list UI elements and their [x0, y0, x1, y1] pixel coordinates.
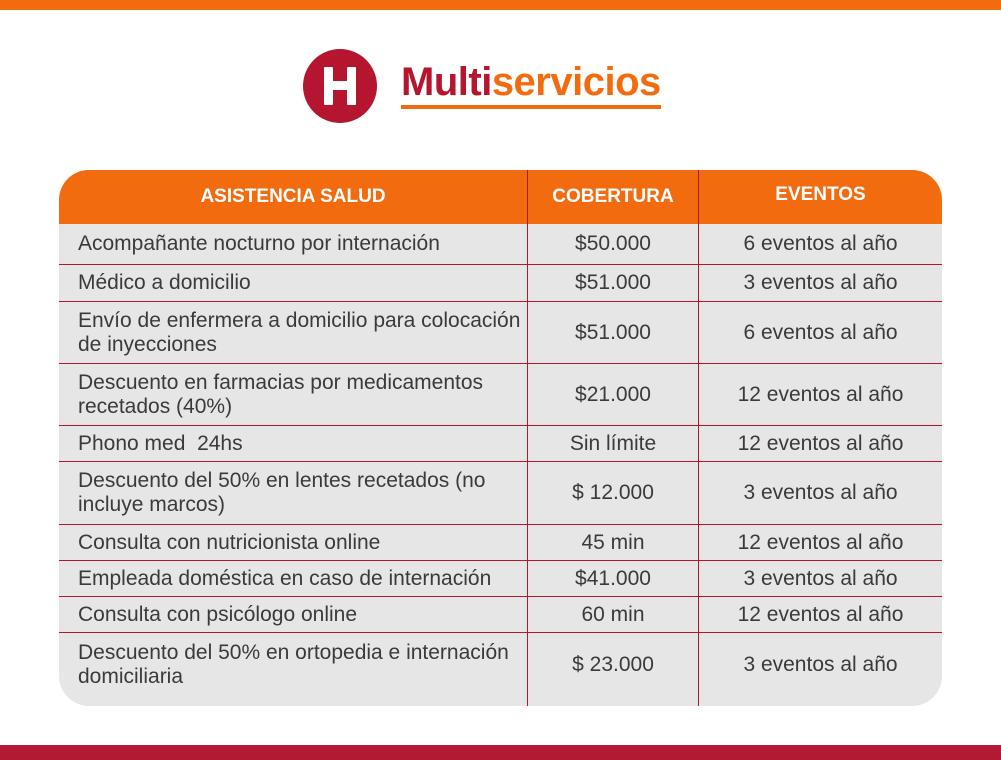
coverage-cell: $51.000 — [575, 320, 651, 344]
coverage-cell: $ 12.000 — [572, 481, 654, 504]
hospital-h-icon — [303, 49, 377, 123]
coverage-cell: 60 min — [581, 602, 645, 626]
bottom-accent-bar — [0, 745, 1001, 760]
column-divider — [527, 170, 528, 706]
coverage-cell: $50.000 — [575, 232, 651, 255]
events-cell: 3 eventos al año — [743, 481, 898, 504]
coverage-cell: $ 23.000 — [572, 652, 654, 676]
coverage-cell: $51.000 — [575, 271, 651, 294]
service-cell: Consulta con nutricionista online — [78, 530, 381, 554]
coverage-cell: 45 min — [581, 530, 645, 554]
service-cell: Descuento del 50% en ortopedia e internación domiciliaria — [78, 640, 509, 688]
brand-name — [401, 60, 661, 109]
top-accent-bar — [0, 0, 1001, 10]
table-header — [59, 170, 942, 224]
coverage-cell: Sin límite — [569, 431, 657, 455]
table-row — [59, 224, 942, 265]
service-cell: Phono med 24hs — [78, 431, 243, 455]
header-eventos: EVENTOS — [775, 184, 866, 205]
service-cell: Médico a domicilio — [78, 271, 251, 294]
events-cell: 6 eventos al año — [743, 320, 898, 344]
service-cell: Consulta con psicólogo online — [78, 602, 358, 626]
events-cell: 3 eventos al año — [743, 566, 898, 590]
table-row — [59, 633, 942, 696]
table-row — [59, 597, 942, 633]
brand-name-part1: Multi — [401, 59, 492, 104]
events-cell: 12 eventos al año — [737, 431, 904, 455]
events-cell: 12 eventos al año — [737, 530, 904, 554]
events-cell: 3 eventos al año — [743, 271, 898, 294]
brand-name-part2: servicios — [491, 59, 661, 104]
coverage-cell: $41.000 — [575, 566, 651, 590]
service-cell: Descuento del 50% en lentes recetados (no incluye marcos) — [78, 469, 486, 516]
table-row — [59, 426, 942, 462]
table-row — [59, 265, 942, 302]
service-cell: Empleada doméstica en caso de internación — [78, 566, 492, 590]
events-cell: 3 eventos al año — [743, 652, 898, 676]
services-table — [59, 170, 942, 706]
coverage-cell: $21.000 — [575, 382, 651, 406]
logo-letter-glyph — [303, 49, 377, 123]
service-cell: Descuento en farmacias por medicamentos recetados (40%) — [78, 370, 484, 418]
table-row — [59, 364, 942, 426]
table-row — [59, 462, 942, 525]
service-cell: Acompañante nocturno por internación — [78, 232, 440, 255]
column-divider — [698, 170, 699, 706]
events-cell: 12 eventos al año — [737, 602, 904, 626]
service-cell: Envío de enfermera a domicilio para colocación de inyecciones — [78, 308, 521, 356]
table-row — [59, 561, 942, 597]
events-cell: 12 eventos al año — [737, 382, 904, 406]
events-cell: 6 eventos al año — [743, 232, 898, 255]
header-asistencia-salud: ASISTENCIA SALUD — [200, 186, 386, 207]
brand-logo — [303, 48, 661, 124]
table-row — [59, 302, 942, 364]
header-cobertura: COBERTURA — [552, 186, 674, 207]
table-row — [59, 525, 942, 561]
